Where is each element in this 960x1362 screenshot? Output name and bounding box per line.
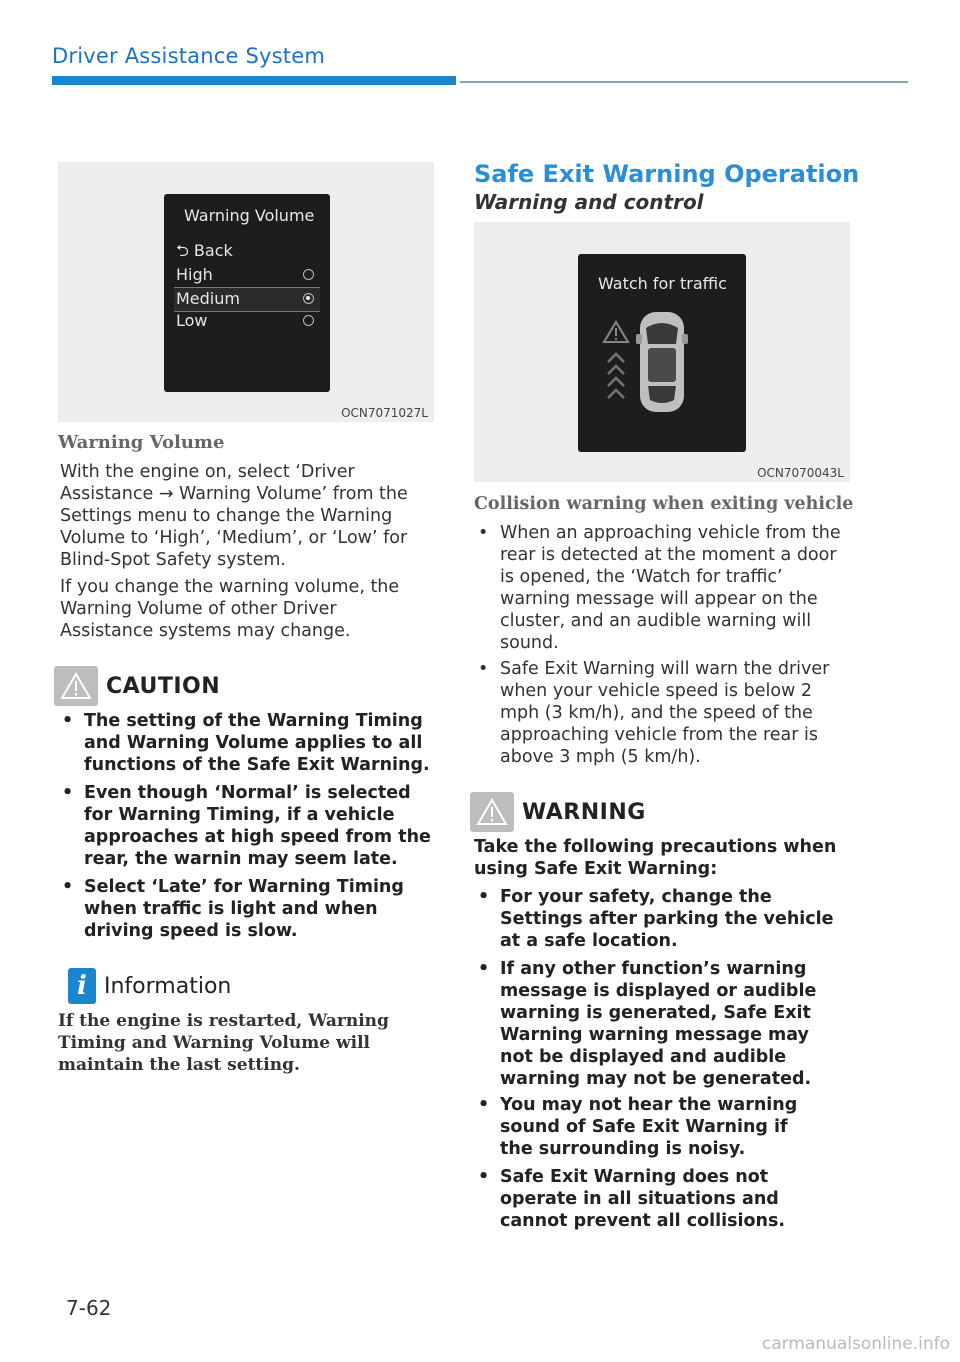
section-subtitle: Warning and control xyxy=(474,190,704,214)
menu-back xyxy=(174,239,320,262)
subsection-title: Warning Volume xyxy=(58,432,225,453)
caution-heading xyxy=(54,666,220,706)
caution-item: • Select ‘Late’ for Warning Timing when traffic is light and when driving speed is slow. xyxy=(58,876,438,942)
screen-title: Watch for traffic xyxy=(598,274,727,293)
menu-option-low xyxy=(174,310,320,333)
caution-item: • Even though ‘Normal’ is selected for Warning Timing, if a vehicle approaches at high speed from the rear, the warnin may seem late. xyxy=(58,782,434,870)
list-item: • When an approaching vehicle from the rear is detected at the moment a door is opened, the ‘Watch for traffic’ warning message will appear on the cluster, and an audible warning will sound. xyxy=(474,522,850,654)
screen-title: Warning Volume xyxy=(184,206,315,225)
warning-item: • For your safety, change the Settings after parking the vehicle at a safe location. xyxy=(474,886,850,952)
page-number: 7-62 xyxy=(66,1296,112,1320)
back-label: Back xyxy=(193,241,233,260)
option-label: Medium xyxy=(176,289,240,308)
section-title: Safe Exit Warning Operation xyxy=(474,160,860,188)
figure-code: OCN7070043L xyxy=(757,466,844,480)
option-label: Low xyxy=(176,311,208,330)
warning-item: • If any other function’s warning message is displayed or audible warning is generated, Safe Exit Warning warning message may not be displayed and audible warning may not be generated. xyxy=(474,958,824,1090)
header-rule xyxy=(460,81,908,83)
vehicle-approach-illustration xyxy=(578,304,746,444)
information-heading xyxy=(68,968,231,1004)
header-accent-bar xyxy=(52,76,456,85)
subsection-title: Collision warning when exiting vehicle xyxy=(474,494,854,514)
figure-watch-for-traffic xyxy=(474,222,850,482)
paragraph: With the engine on, select ‘Driver Assistance → Warning Volume’ from the Settings menu to change the Warning Volume to ‘High’, ‘Medium’, or ‘Low’ for Blind-Spot Safety system. xyxy=(60,462,408,570)
warning-title: WARNING xyxy=(522,799,646,825)
warning-intro: Take the following precautions when using Safe Exit Warning: xyxy=(474,837,837,879)
car-topview-icon xyxy=(636,312,688,412)
figure-warning-volume xyxy=(58,162,434,422)
warning-triangle-icon xyxy=(604,322,628,342)
caution-item: • The setting of the Warning Timing and Warning Volume applies to all functions of the Safe Exit Warning. xyxy=(58,710,434,776)
cluster-screen xyxy=(164,194,330,392)
info-icon: i xyxy=(68,968,96,1004)
warning-item: • Safe Exit Warning does not operate in all situations and cannot prevent all collisions. xyxy=(474,1166,850,1232)
figure-code: OCN7071027L xyxy=(341,406,428,420)
back-arrow-icon: ⮌ xyxy=(176,241,189,260)
paragraph: If you change the warning volume, the Warning Volume of other Driver Assistance systems may change. xyxy=(60,577,400,641)
radio-selected-icon xyxy=(303,293,314,304)
radio-icon xyxy=(303,269,314,280)
information-title: Information xyxy=(104,973,232,999)
caution-title: CAUTION xyxy=(106,673,221,699)
menu-option-medium xyxy=(174,287,320,312)
option-label: High xyxy=(176,265,213,284)
warning-triangle-icon xyxy=(470,792,514,832)
cluster-screen xyxy=(578,254,746,452)
menu-option-high xyxy=(174,264,320,287)
warning-triangle-icon xyxy=(54,666,98,706)
running-header: Driver Assistance System xyxy=(52,44,325,68)
information-text: If the engine is restarted, Warning Timing and Warning Volume will maintain the last setting. xyxy=(58,1011,389,1075)
watermark: carmanualsonline.info xyxy=(761,1334,950,1354)
warning-heading xyxy=(470,792,646,832)
warning-item: • You may not hear the warning sound of Safe Exit Warning if the surrounding is noisy. xyxy=(474,1094,824,1160)
radio-icon xyxy=(303,315,314,326)
list-item: • Safe Exit Warning will warn the driver when your vehicle speed is below 2 mph (3 km/h), and the speed of the approaching vehicle from the rear is above 3 mph (5 km/h). xyxy=(474,658,850,768)
approach-chevrons-icon xyxy=(608,354,624,398)
